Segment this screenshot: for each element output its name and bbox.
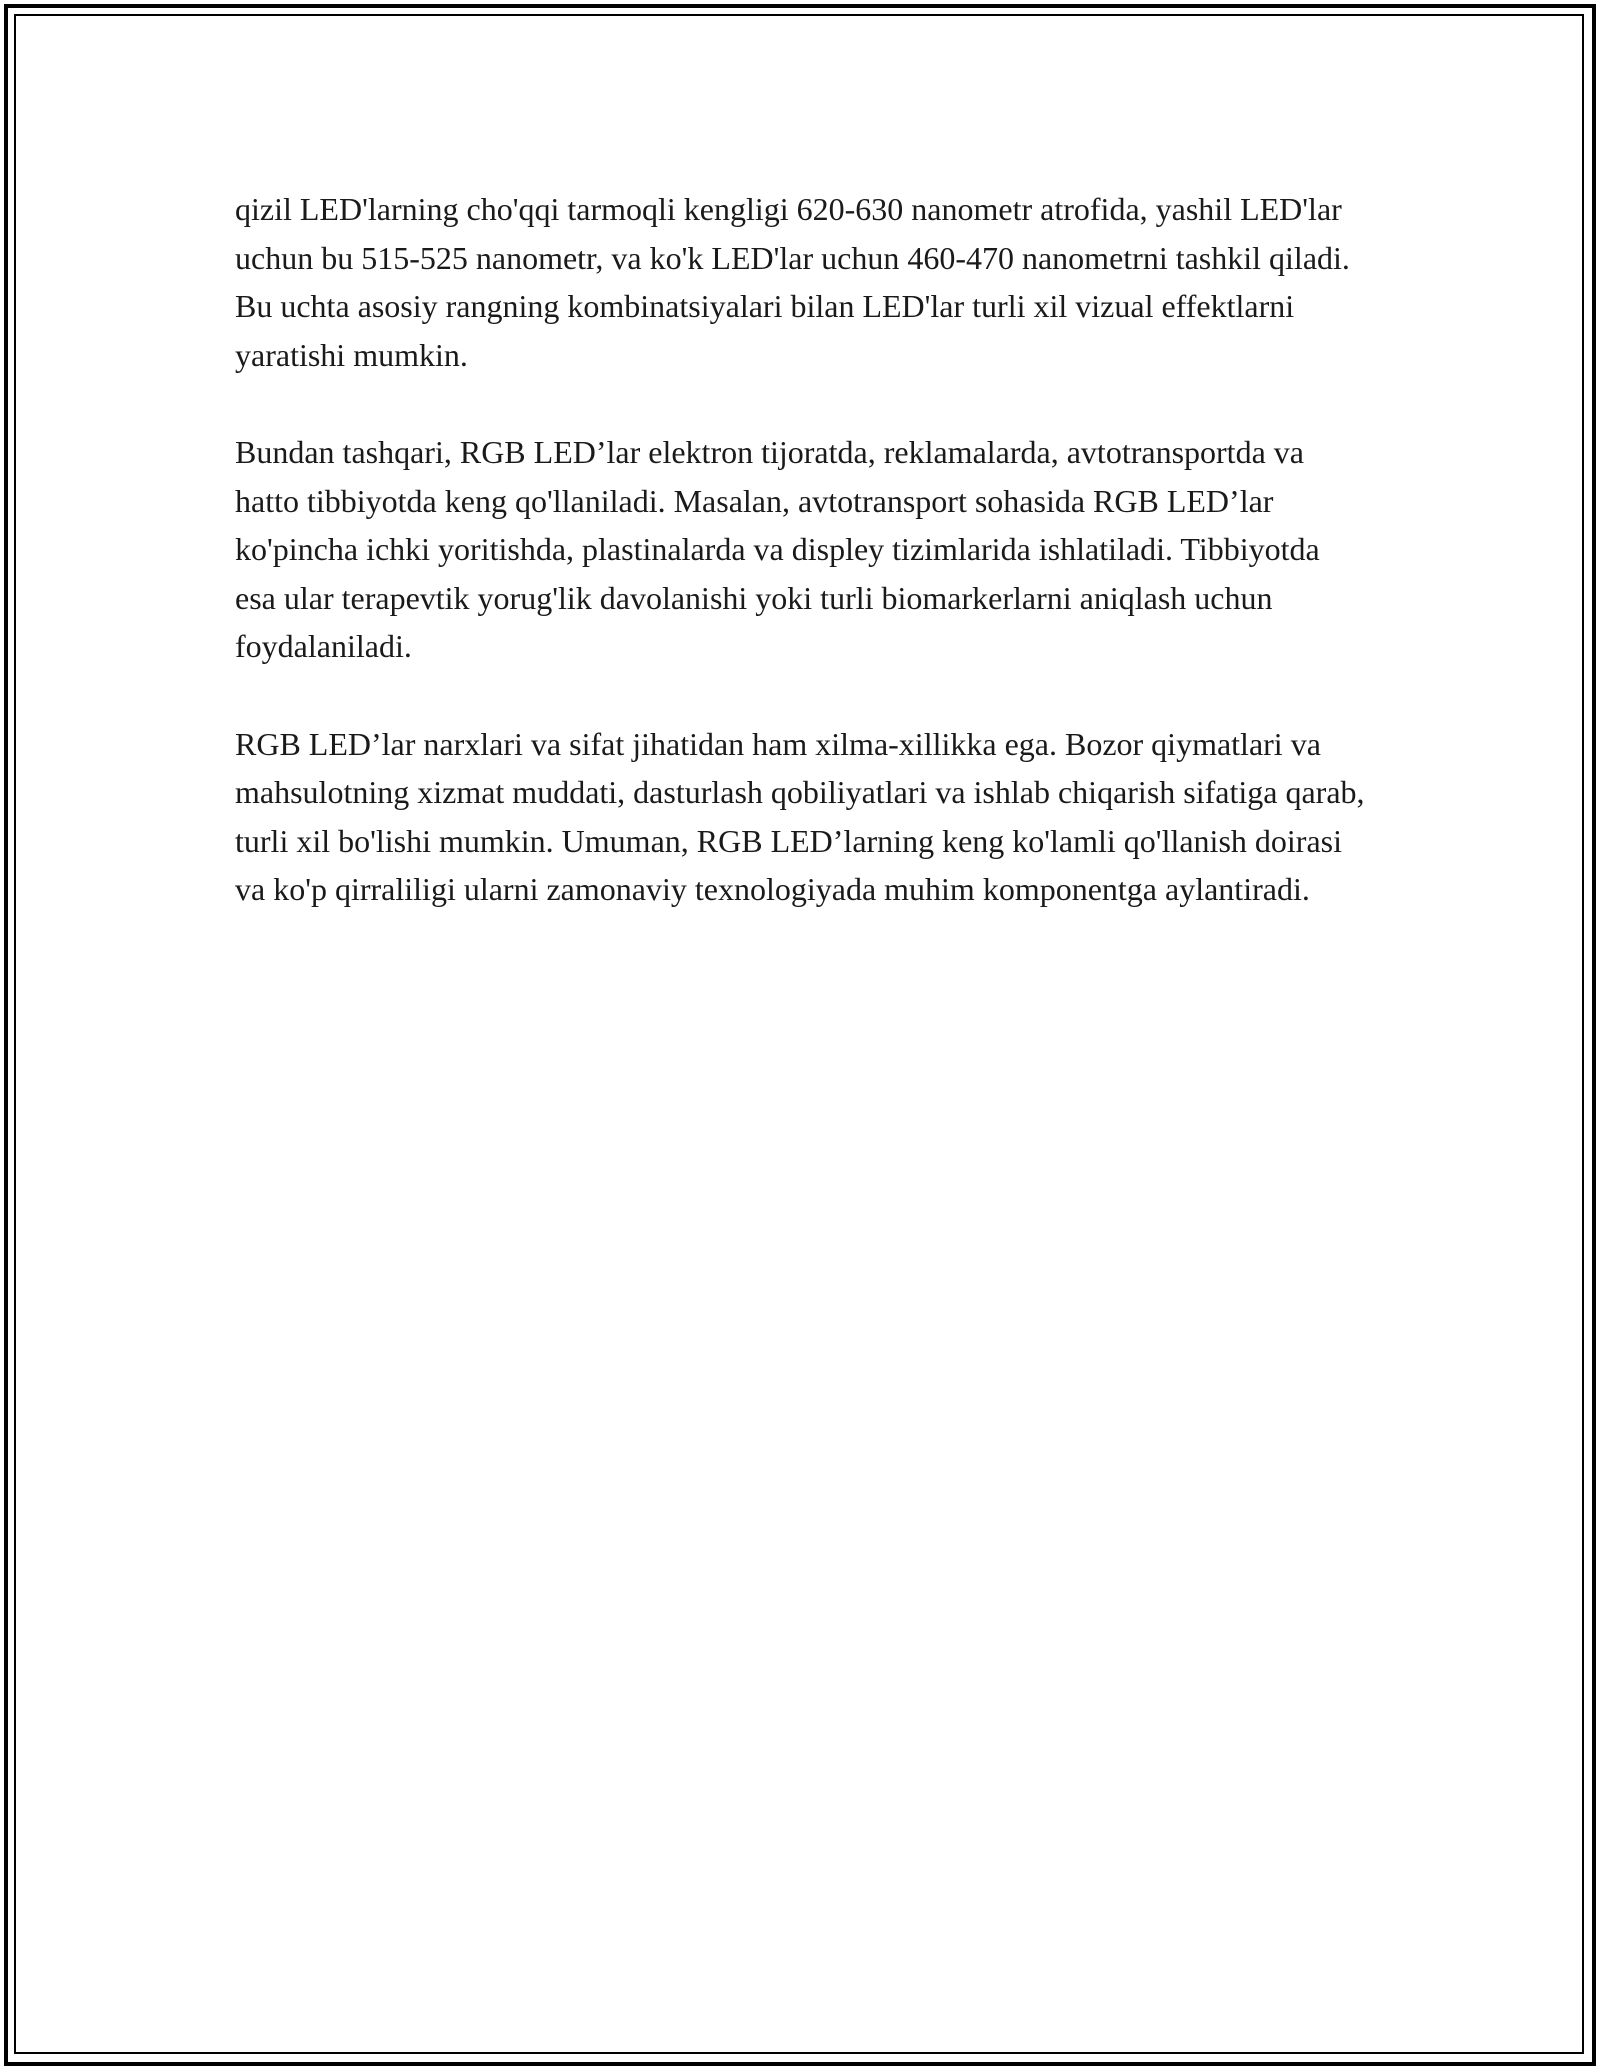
document-body bbox=[235, 185, 1365, 963]
paragraph-led-applications: Bundan tashqari, RGB LED’lar elektron tijoratda, reklamalarda, avtotransportda va hatto tibbiyotda keng qo'llaniladi. Masalan, avtotransport sohasida RGB LED’lar ko'pincha ichki yoritishda, plastinalarda va displey tizimlarida ishlatiladi. Tibbiyotda esa ular terapevtik yorug'lik davolanishi yoki turli biomarkerlarni aniqlash uchun foydalaniladi. bbox=[235, 434, 1320, 664]
paragraph-led-pricing: RGB LED’lar narxlari va sifat jihatidan ham xilma-xillikka ega. Bozor qiymatlari va mahsulotning xizmat muddati, dasturlash qobiliyatlari va ishlab chiqarish sifatiga qarab, turli xil bo'lishi mumkin. Umuman, RGB LED’larning keng ko'lamli qo'llanish doirasi va ko'p qirraliligi ularni zamonaviy texnologiyada muhim komponentga aylantiradi. bbox=[235, 725, 1365, 907]
paragraph-led-wavelengths: qizil LED'larning cho'qqi tarmoqli kengligi 620-630 nanometr atrofida, yashil LED'lar uchun bu 515-525 nanometr, va ko'k LED'lar uchun 460-470 nanometrni tashkil qiladi. Bu uchta asosiy rangning kombinatsiyalari bilan LED'lar turli xil vizual effektlarni yaratishi mumkin. bbox=[235, 191, 1350, 373]
